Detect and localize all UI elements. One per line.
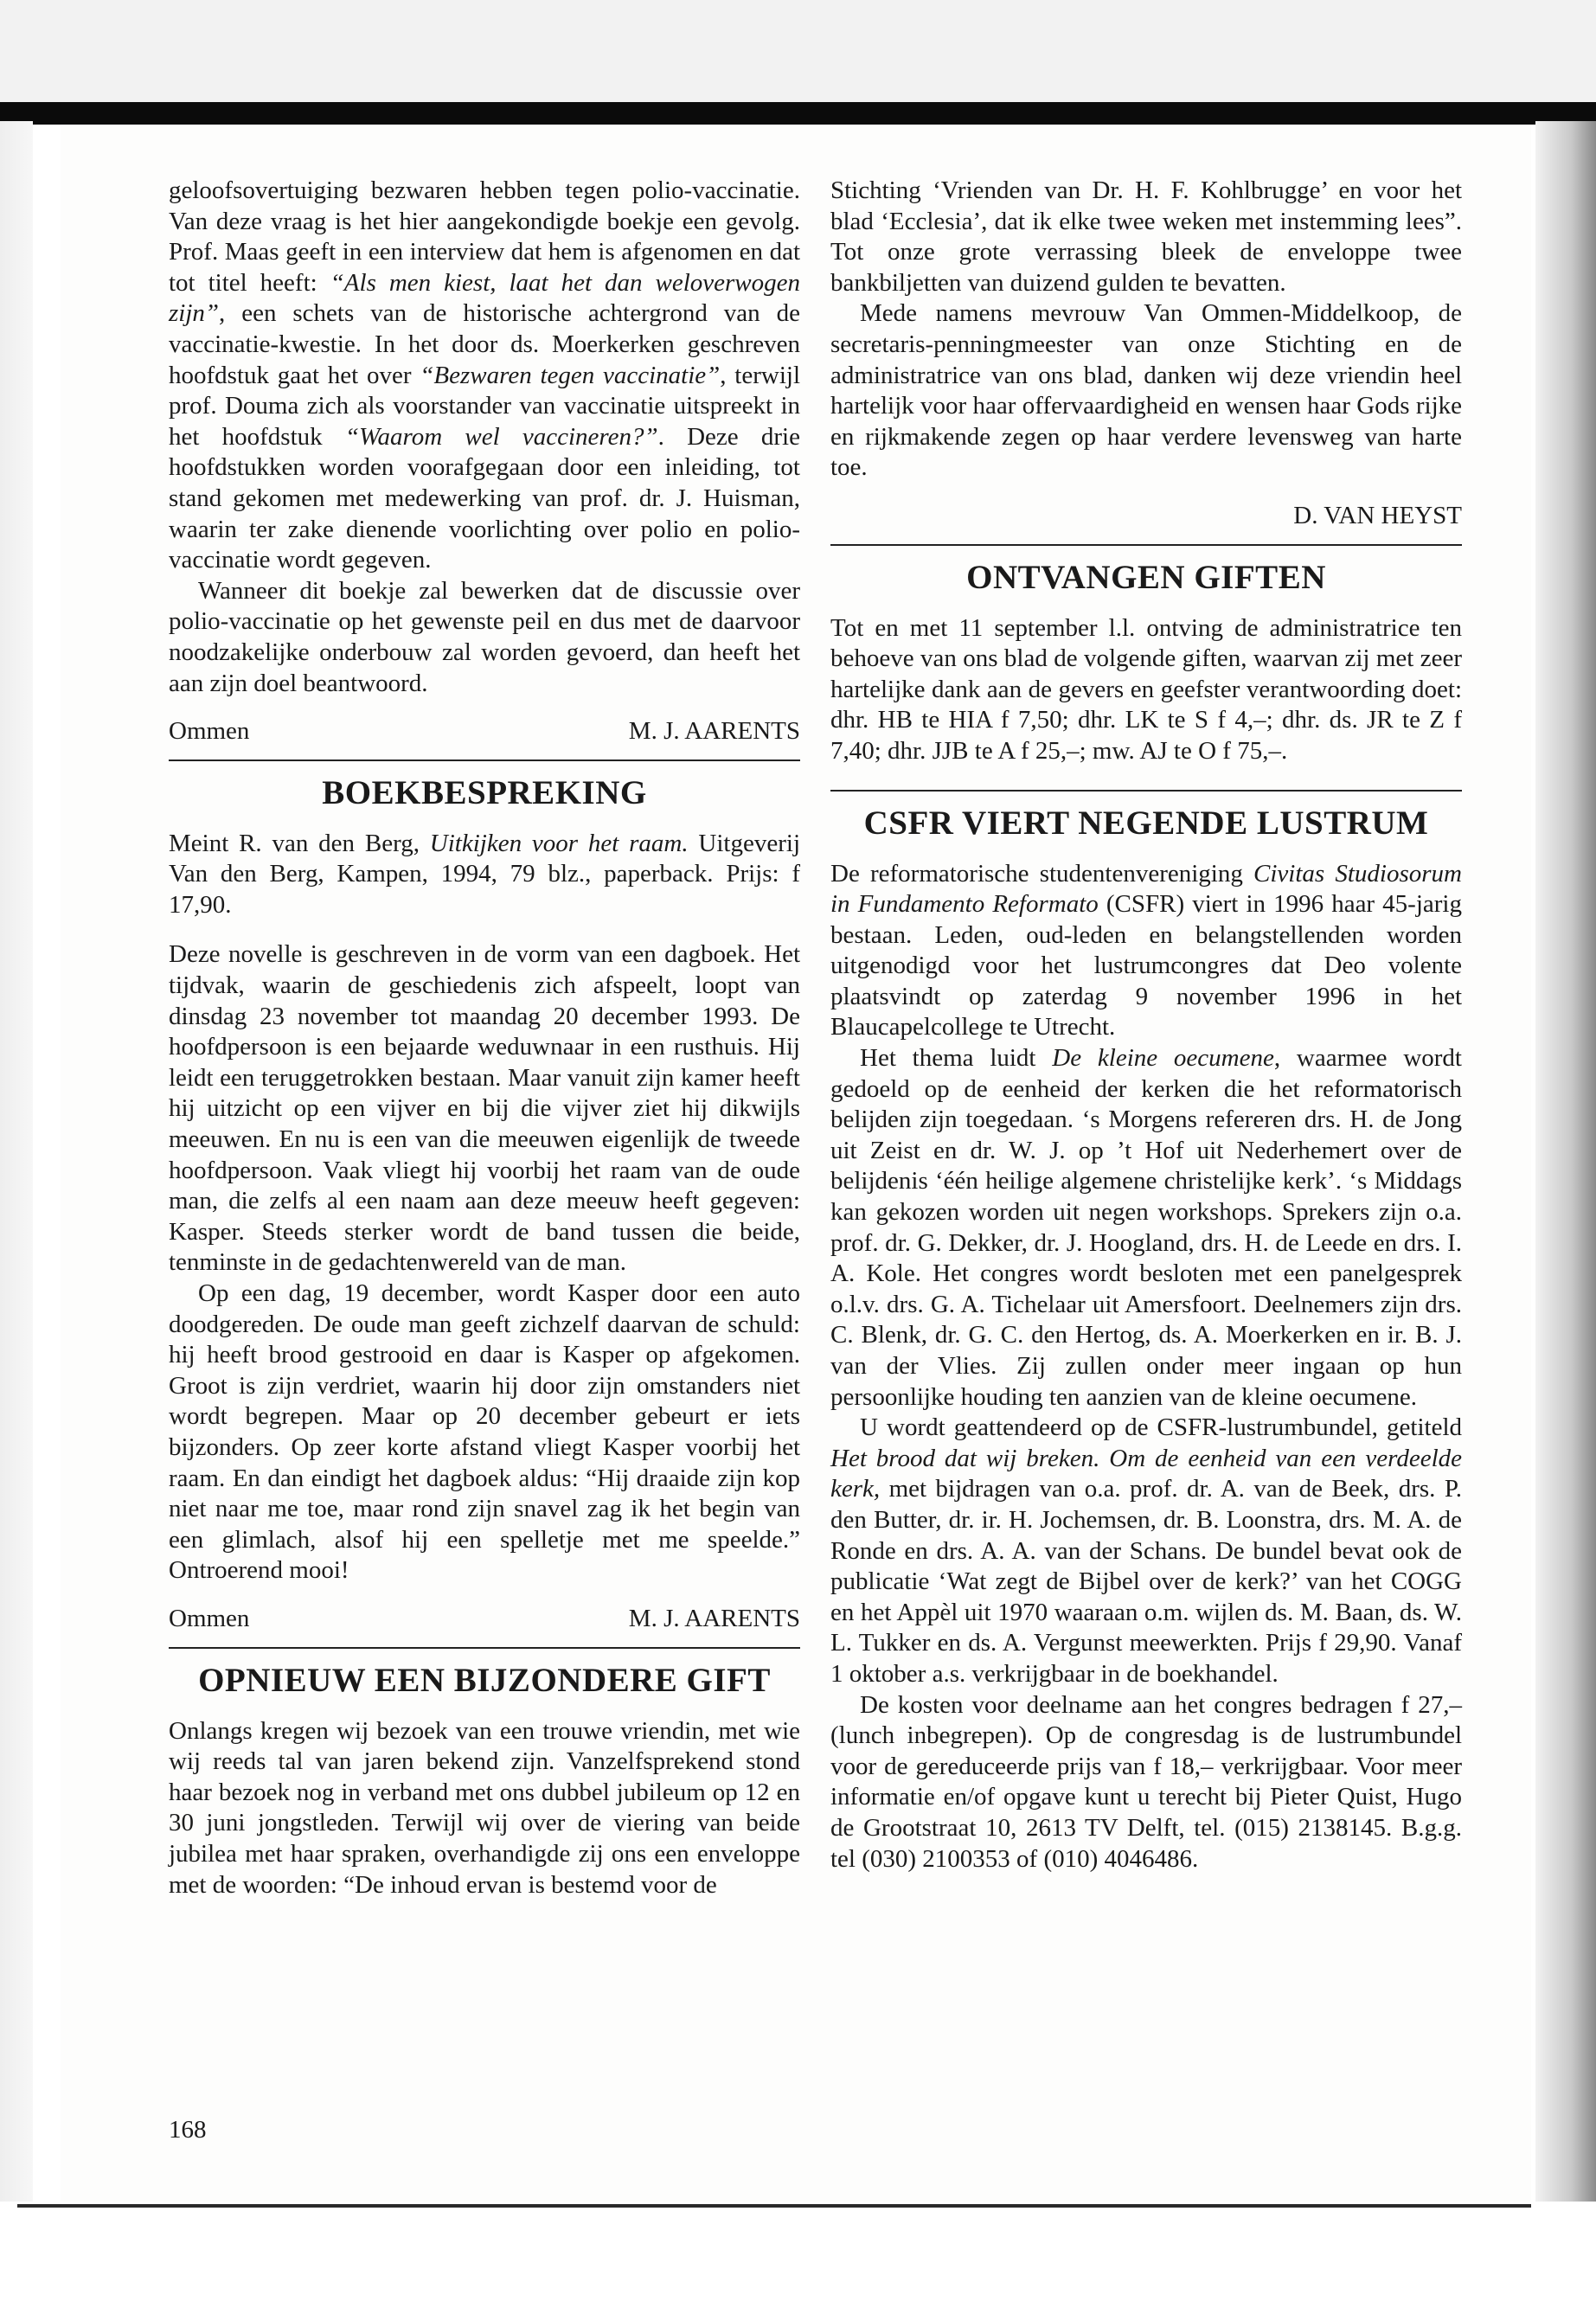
section-boekbespreking [169, 760, 800, 813]
heading-boekbespreking: BOEKBESPREKING [322, 773, 647, 811]
csfr-paragraph-1: De reformatorische studentenvereniging Civitas Studiosorum in Fundamento Reformato (CSFR) viert in 1996 haar 45-jarig bestaan. Leden, oud-leden en belangstellenden worden uitgenodigd voor het lustrumcongres dat Deo volente plaatsvindt op zaterdag 9 november 1996 in het Blaucapelcollege te Utrecht. [830, 859, 1462, 1042]
section-csfr [830, 790, 1462, 843]
scan-bottom-edge [17, 2204, 1531, 2208]
vaccination-review-continued: geloofsovertuiging bezwaren hebben tegen polio-vaccinatie. Van deze vraag is het hier aangekondigde boekje een gevolg. Prof. Maas geeft in een interview dat hem is afgenomen en dat tot titel heeft: “Als men kiest, laat het dan weloverwogen zijn”, een schets van de historische achtergrond van de vaccinatie-kwestie. In het door ds. Moerkerken geschreven hoofdstuk gaat het over “Bezwaren tegen vaccinatie”, terwijl prof. Douma zich als voorstander van vaccinatie uitspreekt in het hoofdstuk “Waarom wel vaccineren?”. Deze drie hoofdstukken worden voorafgegaan door een inleiding, tot stand gekomen met medewerking van prof. dr. J. Huisman, waarin ter zake dienende voorlichting over polio en polio-vaccinatie wordt gegeven. [169, 176, 800, 574]
scan-left-margin [0, 121, 33, 2223]
gift-paragraph-2: Stichting ‘Vrienden van Dr. H. F. Kohlbrugge’ en voor het blad ‘Ecclesia’, dat ik elke twee weken met instemming lees”. Tot onze grote verrassing bleek de enveloppe twee bankbiljetten van duizend gulden te bevatten. [830, 176, 1462, 297]
signature-aarents-1 [169, 716, 800, 747]
gift-paragraph-3: Mede namens mevrouw Van Ommen-Middelkoop, de secretaris-penningmeester van onze Stichting en de administratrice van ons blad, danken wij deze vriendin heel hartelijk voor haar offervaardigheid en wensen haar Gods rijke en rijkmakende zegen op haar verdere levensweg van harte toe. [830, 299, 1462, 482]
page [61, 125, 1531, 2202]
heading-ontvangen-giften: ONTVANGEN GIFTEN [966, 558, 1326, 596]
signature-name: M. J. AARENTS [628, 1604, 800, 1632]
giften-paragraph: Tot en met 11 september l.l. ontving de administratrice ten behoeve van ons blad de volgende giften, waarvan zij met zeer hartelijke dank aan de gevers en geefster verantwoording doet: dhr. HB te HIA f 7,50; dhr. LK te S f 4,–; dhr. ds. JR te Z f 7,40; dhr. JJB te A f 25,–; mw. AJ te O f 75,–. [830, 613, 1462, 765]
signature-place: Ommen [169, 1604, 250, 1632]
signature-name: D. VAN HEYST [1293, 501, 1462, 529]
left-column [169, 176, 800, 1900]
csfr-paragraph-2: Het thema luidt De kleine oecumene, waarmee wordt gedoeld op de eenheid der kerken die het reformatorisch belijden zijn toegedaan. ‘s Morgens refereren drs. H. de Jong uit Zeist en dr. W. J. op ’t Hof uit Nederhemert over de belijdenis ‘één heilige algemene christelijke kerk’. ‘s Middags kan gekozen worden uit negen workshops. Sprekers zijn o.a. prof. dr. G. Dekker, dr. J. Hoogland, drs. H. de Leede en drs. I. A. Kole. Het congres wordt besloten met een panelgesprek o.l.v. drs. G. A. Tichelaar uit Amersfoort. Deelnemers zijn drs. C. Blenk, dr. G. C. den Hertog, ds. A. Moerkerken en ir. B. J. van der Vlies. Zij zullen onder meer ingaan op hun persoonlijke houding ten aanzien van de kleine oecumene. [830, 1044, 1462, 1411]
vaccination-review-conclusion: Wanneer dit boekje zal bewerken dat de discussie over polio-vaccinatie op het gewenste peil en dus met de daarvoor noodzakelijke onderbouw zal worden gevoerd, dan heeft het aan zijn doel beantwoord. [169, 576, 800, 697]
section-rule [830, 790, 1462, 792]
heading-csfr: CSFR VIERT NEGENDE LUSTRUM [863, 804, 1429, 842]
gift-paragraph-1: Onlangs kregen wij bezoek van een trouwe vriendin, met wie wij reeds tal van jaren bekend zijn. Vanzelfsprekend stond haar bezoek nog in verband met ons dubbel jubileum op 12 en 30 juni jongstleden. Terwijl wij over de viering van beide jubilea met haar spraken, overhandigde zij ons een enveloppe met de woorden: “De inhoud ervan is bestemd voor de [169, 1716, 800, 1899]
scan-black-edge [0, 102, 1596, 125]
csfr-paragraph-4: De kosten voor deelname aan het congres bedragen f 27,– (lunch inbegrepen). Op de congresdag is de lustrumbundel voor de gereduceerde prijs van f 18,– verkrijgbaar. Voor meer informatie en/of opgave kunt u terecht bij Pieter Quist, Hugo de Grootstraat 10, 2613 TV Delft, tel. (015) 2138145. B.g.g. tel (030) 2100353 of (010) 4046486. [830, 1690, 1462, 1873]
review-paragraph-1: Deze novelle is geschreven in de vorm van een dagboek. Het tijdvak, waarin de geschiedenis zich afspeelt, loopt van dinsdag 23 november tot maandag 20 december 1993. De hoofdpersoon is een bejaarde weduwnaar in een rusthuis. Hij leidt een teruggetrokken bestaan. Maar vanuit zijn kamer heeft hij uitzicht op een vijver en bij die vijver ziet hij dikwijls meeuwen. En nu is een van die meeuwen eigenlijk de tweede hoofdpersoon. Vaak vliegt hij voorbij het raam van de oude man, die zelfs al een naam aan deze meeuw heeft gegeven: Kasper. Steeds sterker wordt de band tussen die beide, tenminste in de gedachtenwereld van de man. [169, 940, 800, 1277]
section-rule [169, 1647, 800, 1649]
section-gift [169, 1647, 800, 1701]
right-column [830, 176, 1462, 1875]
section-rule [169, 760, 800, 761]
signature-aarents-2 [169, 1604, 800, 1635]
heading-gift: OPNIEUW EEN BIJZONDERE GIFT [198, 1661, 771, 1699]
csfr-paragraph-3: U wordt geattendeerd op de CSFR-lustrumbundel, getiteld Het brood dat wij breken. Om de eenheid van een verdeelde kerk, met bijdragen van o.a. prof. dr. A. van de Beek, drs. P. den Butter, dr. ir. H. Jochemsen, dr. B. Loonstra, drs. M. A. de Ronde en drs. A. A. van der Schans. De bundel bevat ook de publicatie ‘Wat zegt de Bijbel over de kerk?’ van het COGG en het Appèl uit 1970 waaraan o.m. wijlen ds. M. Baan, ds. W. L. Tukker en ds. A. Vergunst meewerkten. Prijs f 29,90. Vanaf 1 oktober a.s. verkrijgbaar in de boekhandel. [830, 1413, 1462, 1688]
section-rule [830, 544, 1462, 546]
book-reference: Meint R. van den Berg, Uitkijken voor het raam. Uitgeverij Van den Berg, Kampen, 1994, 79 blz., paperback. Prijs: f 17,90. [169, 829, 800, 919]
signature-van-heyst [830, 501, 1462, 532]
signature-place: Ommen [169, 717, 250, 746]
scan-right-spine-shadow [1535, 121, 1596, 2223]
page-number: 168 [169, 2116, 207, 2144]
scan-top-margin [0, 0, 1596, 108]
signature-name: M. J. AARENTS [628, 717, 800, 746]
scan-bottom-margin [0, 2202, 1596, 2301]
section-ontvangen-giften [830, 544, 1462, 598]
review-paragraph-2: Op een dag, 19 december, wordt Kasper door een auto doodgereden. De oude man geeft zichzelf daarvan de schuld: hij heeft brood gestrooid en daar is Kasper op afgekomen. Groot is zijn verdriet, waarin hij door zijn omstanders niet wordt begrepen. Maar op 20 december gebeurt er iets bijzonders. Op zeer korte afstand vliegt Kasper voorbij het raam. En dan eindigt het dagboek aldus: “Hij draaide zijn kop niet naar me toe, maar rond zijn snavel zag ik het begin van een glimlach, alsof hij een spelletje met me speelde.” Ontroerend mooi! [169, 1279, 800, 1585]
